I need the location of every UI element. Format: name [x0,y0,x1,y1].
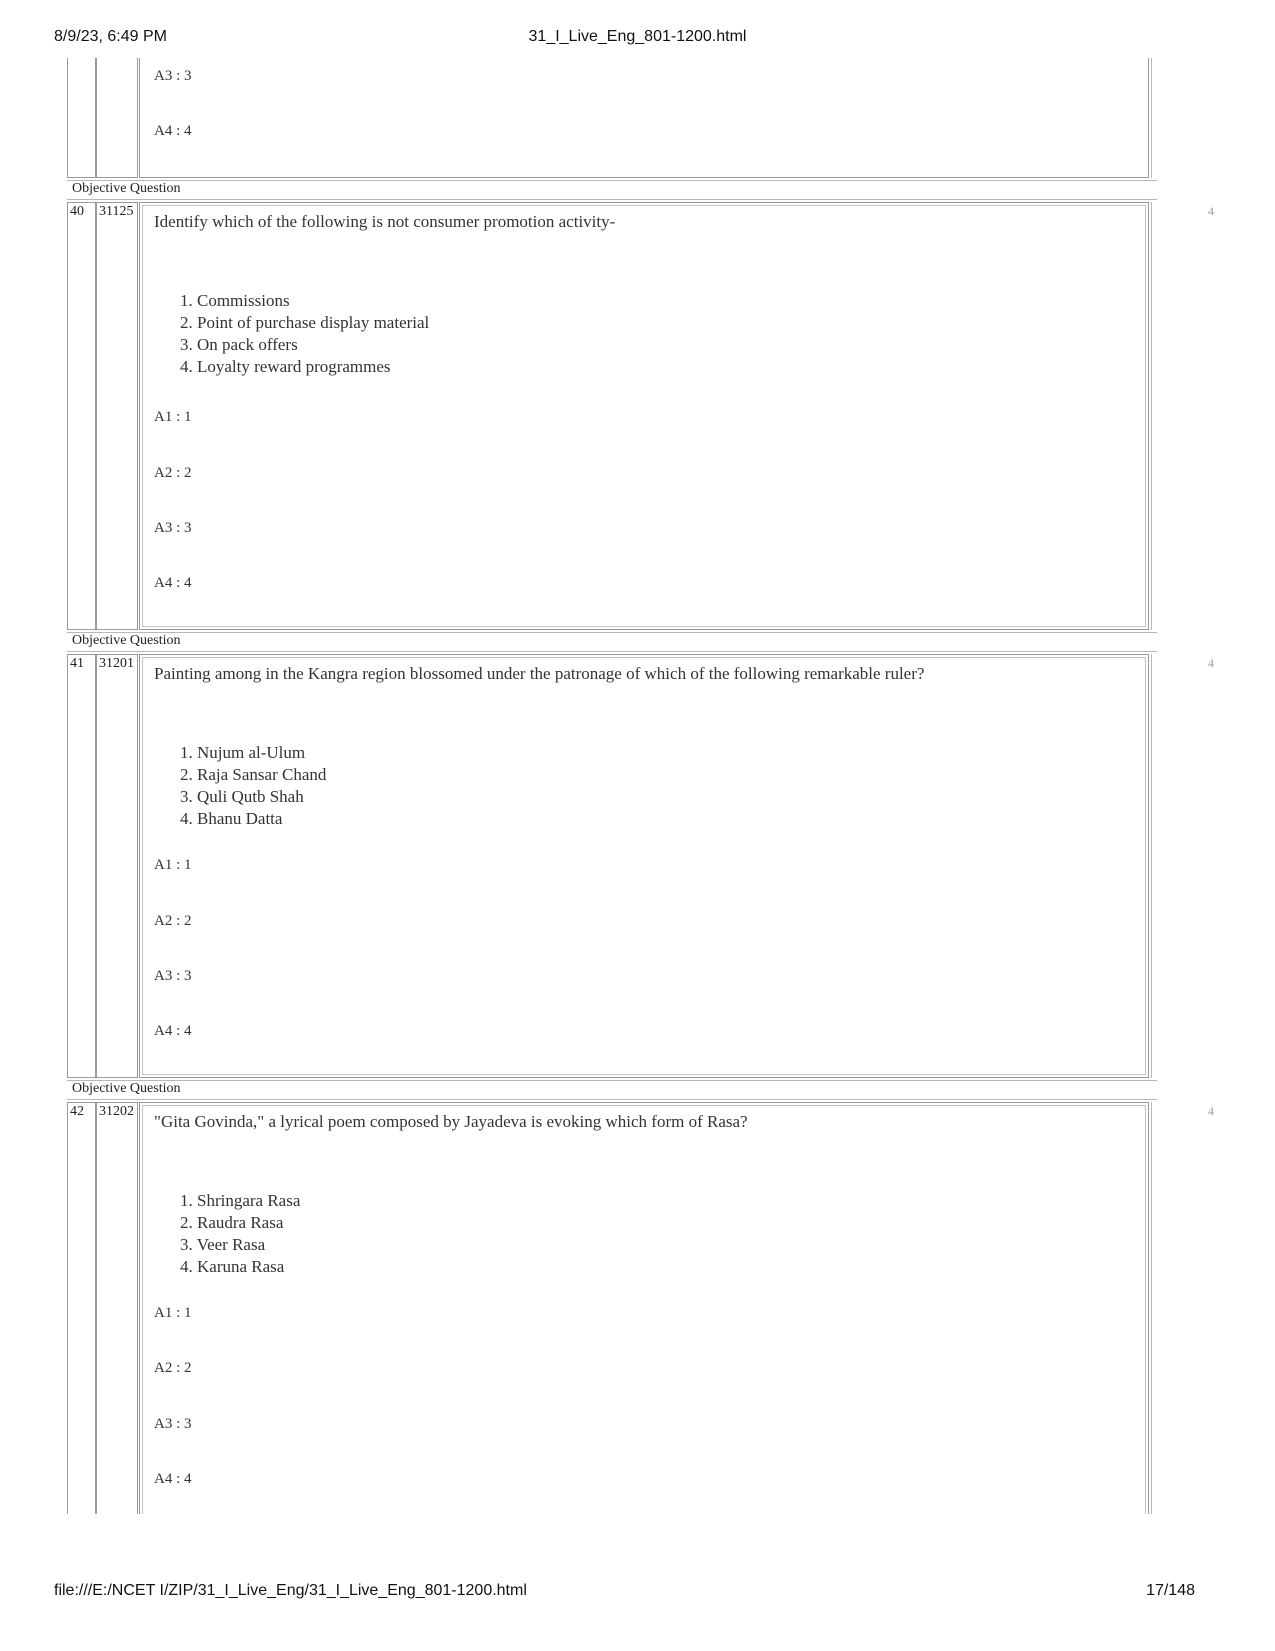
cut-off-marks: 4 [1208,204,1214,218]
question-sno: 40 [70,204,84,219]
frame-right-edge [1151,654,1152,1078]
question-text: Identify which of the following is not consumer promotion activity- [154,212,616,231]
answer-a3: A3 : 3 [154,68,192,84]
option-item: 1. Nujum al-Ulum [180,743,306,762]
carryover-content-cell [139,58,1149,178]
options-list [180,1190,300,1278]
section-divider [67,651,1157,652]
answer-a4: A4 : 4 [154,575,192,591]
answer-a1: A1 : 1 [154,409,192,425]
sno-cell [67,1102,96,1514]
answer-a4: A4 : 4 [154,1023,192,1039]
print-doc-title: 31_I_Live_Eng_801-1200.html [528,28,747,45]
section-label: Objective Question [72,181,181,196]
section-divider [67,1080,1157,1081]
question-text: "Gita Govinda," a lyrical poem composed by Jayadeva is evoking which form of Rasa? [154,1112,748,1131]
option-item: 2. Raudra Rasa [180,1213,284,1232]
question-content-cell [139,1102,1149,1514]
frame-right-edge [1151,58,1152,178]
option-item: 1. Commissions [180,291,290,310]
question-id: 31202 [99,1104,134,1119]
qid-cell [96,202,138,630]
answer-a1: A1 : 1 [154,857,192,873]
option-item: 4. Loyalty reward programmes [180,357,391,376]
carryover-qid-cell [96,58,138,178]
qid-cell [96,654,138,1078]
question-sno: 41 [70,656,84,671]
section-label: Objective Question [72,1081,181,1096]
question-text: Painting among in the Kangra region blossomed under the patronage of which of the following remarkable ruler? [154,664,925,683]
frame-right-edge [1151,202,1152,630]
option-item: 3. Quli Qutb Shah [180,787,304,806]
answer-a2: A2 : 2 [154,465,192,481]
content-inner-border [142,1105,1146,1514]
option-item: 1. Shringara Rasa [180,1191,301,1210]
sno-cell [67,202,96,630]
answer-a4: A4 : 4 [154,123,192,139]
option-item: 4. Karuna Rasa [180,1257,285,1276]
question-content-cell [139,202,1149,630]
carryover-sno-cell [67,58,96,178]
question-id: 31125 [99,204,134,219]
answer-a3: A3 : 3 [154,1416,192,1432]
frame-right-edge [1151,1102,1152,1514]
print-file-path: file:///E:/NCET I/ZIP/31_I_Live_Eng/31_I_Live_Eng_801-1200.html [54,1582,527,1599]
section-divider [67,1099,1157,1100]
qid-cell [96,1102,138,1514]
answer-a2: A2 : 2 [154,1360,192,1376]
options-list [180,742,326,830]
options-list [180,290,429,378]
section-divider [67,632,1157,633]
option-item: 3. On pack offers [180,335,298,354]
cut-off-marks: 4 [1208,656,1214,670]
print-page-number: 17/148 [1146,1582,1195,1599]
answer-a4: A4 : 4 [154,1471,192,1487]
answer-a2: A2 : 2 [154,913,192,929]
option-item: 3. Veer Rasa [180,1235,266,1254]
answer-a3: A3 : 3 [154,520,192,536]
question-sno: 42 [70,1104,84,1119]
print-datetime: 8/9/23, 6:49 PM [54,28,167,45]
section-label: Objective Question [72,633,181,648]
section-divider [67,180,1157,181]
content-inner-border [142,657,1146,1075]
option-item: 2. Raja Sansar Chand [180,765,327,784]
content-inner-border [142,205,1146,627]
question-content-cell [139,654,1149,1078]
cut-off-marks: 4 [1208,1104,1214,1118]
question-id: 31201 [99,656,134,671]
option-item: 4. Bhanu Datta [180,809,283,828]
section-divider [67,199,1157,200]
sno-cell [67,654,96,1078]
answer-a1: A1 : 1 [154,1305,192,1321]
answer-a3: A3 : 3 [154,968,192,984]
option-item: 2. Point of purchase display material [180,313,430,332]
